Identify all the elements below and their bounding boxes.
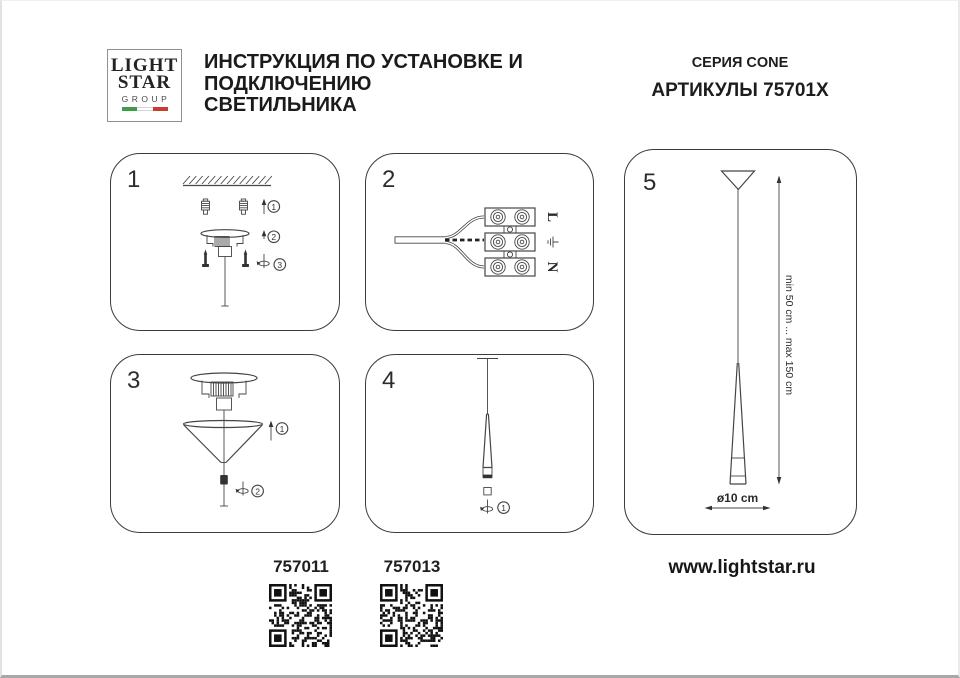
rotate-icon: [480, 500, 493, 514]
terminal-screw-icon: [491, 210, 529, 274]
pendant-tube: [477, 359, 498, 479]
panel-step-4-diffuser: [365, 354, 594, 533]
rotate-icon: [236, 482, 249, 496]
logo-star: STAR: [117, 72, 172, 93]
height-dimension: [777, 176, 795, 485]
panel-step-3-shade: [110, 354, 340, 533]
diameter-dimension: [705, 491, 771, 510]
lamp-socket: [484, 488, 491, 495]
qr-code-757013: [380, 584, 443, 647]
rotate-icon: [257, 254, 270, 268]
logo-light: LIGHT: [110, 55, 179, 76]
panel-number: 4: [382, 367, 396, 394]
step-1-number: 1: [271, 201, 277, 212]
panel-step-1-mounting: [110, 153, 340, 331]
qr-code-757011: [269, 584, 332, 647]
line-label: L: [544, 211, 560, 223]
step-1-arrow-icon: [269, 421, 274, 441]
step-3-number: 3: [277, 259, 283, 270]
lightstar-logo: [107, 49, 182, 122]
panel-5-diagram: [624, 149, 857, 535]
step-1-number: 1: [279, 423, 285, 434]
title-line-2: ПОДКЛЮЧЕНИЮ СВЕТИЛЬНИКА: [204, 72, 372, 116]
earth-icon: [548, 237, 559, 248]
page-title: [204, 52, 524, 117]
article-number-757013: 757013: [383, 557, 441, 576]
step-2-number: 2: [255, 486, 260, 497]
series-block: [629, 55, 851, 102]
ceiling-hatch-icon: [183, 176, 272, 186]
articles-label: АРТИКУЛЫ 75701X: [651, 80, 829, 101]
panel-4-diagram: [365, 354, 594, 533]
wall-anchor-icon: [202, 199, 210, 214]
cable-lock: [220, 475, 228, 485]
ceiling-canopy: [201, 230, 249, 306]
series-label: СЕРИЯ CONE: [691, 55, 789, 71]
panel-5-dimensions: [624, 149, 857, 535]
ceiling-canopy: [191, 373, 257, 410]
neutral-label: N: [544, 261, 560, 273]
wall-anchor-icon: [240, 199, 248, 214]
italian-flag-icon: [122, 107, 168, 111]
step-1-arrow-icon: [262, 199, 267, 214]
logo-group: GROUP: [121, 94, 171, 104]
screw-icon: [242, 250, 249, 268]
step-2-arrow-icon: [262, 230, 267, 239]
panel-1-diagram: [110, 153, 340, 331]
panel-number: 2: [382, 166, 396, 193]
website-url: www.lightstar.ru: [668, 557, 816, 578]
terminal-block: [485, 208, 535, 276]
article-number-757011: 757011: [273, 557, 329, 576]
panel-step-2-wiring: [365, 153, 594, 331]
diameter-dimension-label: ø10 cm: [716, 491, 759, 505]
panel-number: 5: [643, 169, 657, 196]
panel-number: 3: [127, 367, 141, 394]
cone-shade: [184, 421, 263, 463]
title-line-1: ИНСТРУКЦИЯ ПО УСТАНОВКЕ И: [204, 51, 523, 73]
step-1-number: 1: [501, 502, 506, 513]
panel-3-diagram: [110, 354, 340, 533]
power-cable: [395, 217, 484, 267]
panel-2-diagram: [365, 153, 594, 331]
height-dimension-label: min 50 cm ... max 150 cm: [783, 274, 795, 396]
panel-number: 1: [127, 166, 141, 193]
screw-icon: [202, 250, 209, 268]
step-2-number: 2: [271, 232, 277, 243]
pendant-silhouette: [722, 171, 755, 484]
